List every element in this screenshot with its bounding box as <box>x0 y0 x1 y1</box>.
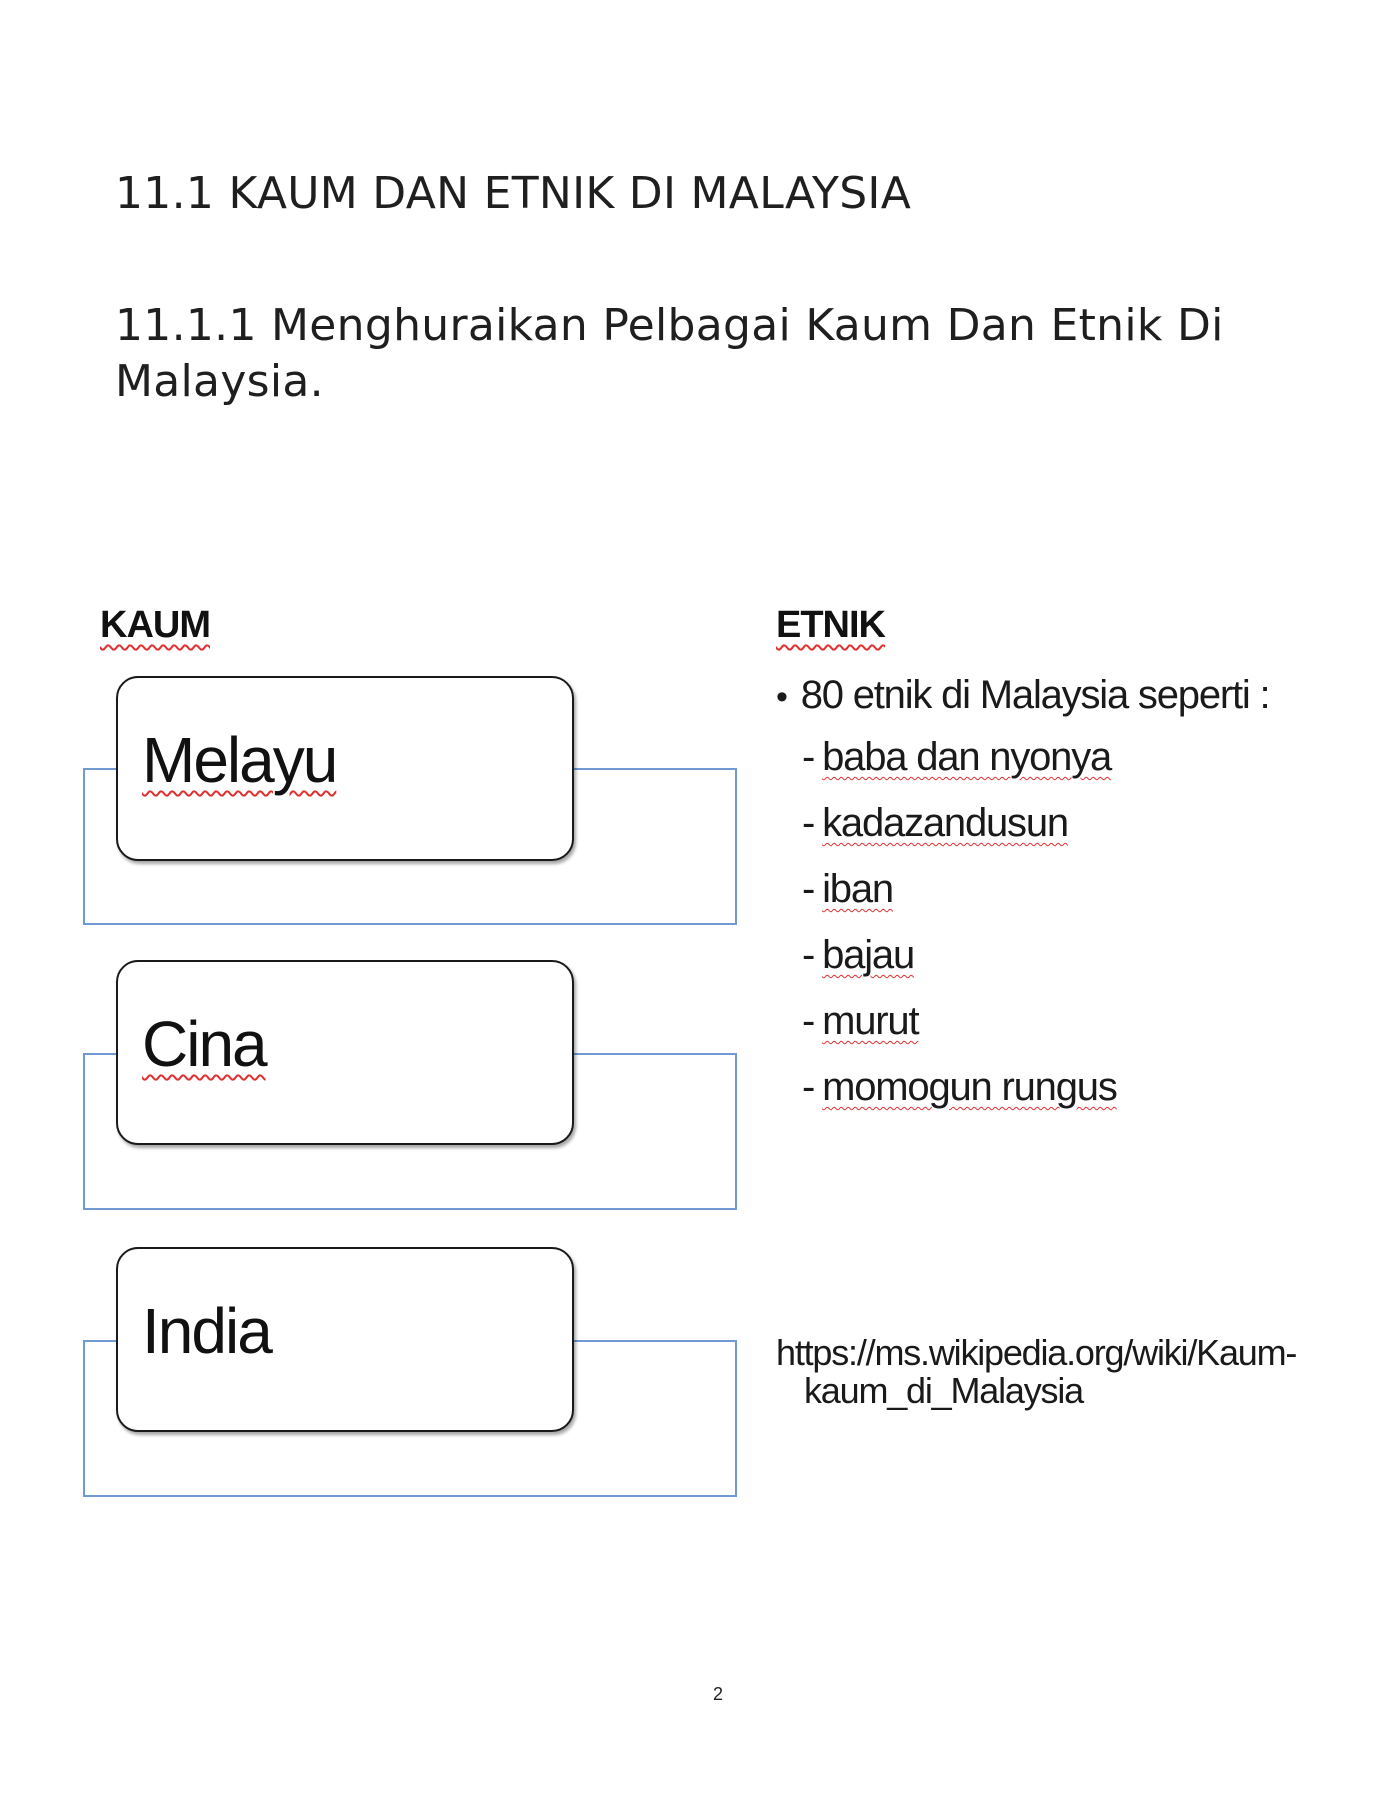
list-item: - momogun rungus <box>802 1065 1117 1109</box>
list-item: - kadazandusun <box>802 801 1068 845</box>
bullet-icon: • <box>776 678 787 716</box>
etnik-name: bajau <box>822 933 914 977</box>
kaum-name: India <box>142 1295 271 1367</box>
source-url[interactable] <box>776 1334 1316 1410</box>
list-item: - baba dan nyonya <box>802 735 1112 779</box>
list-item: - murut <box>802 999 919 1043</box>
source-url-line1[interactable]: https://ms.wikipedia.org/wiki/Kaum- <box>776 1332 1297 1373</box>
etnik-name: murut <box>822 999 919 1043</box>
section-heading: 11.1 KAUM DAN ETNIK DI MALAYSIA <box>115 168 912 219</box>
list-item: - bajau <box>802 933 914 977</box>
etnik-name: iban <box>822 867 893 911</box>
kaum-box-melayu <box>116 676 574 861</box>
etnik-name: kadazandusun <box>822 801 1068 845</box>
subsection-heading: 11.1.1 Menghuraikan Pelbagai Kaum Dan Etnik Di Malaysia. <box>115 300 1224 407</box>
kaum-box-india <box>116 1247 574 1432</box>
kaum-name: Cina <box>142 1008 266 1080</box>
source-url-line2[interactable]: kaum_di_Malaysia <box>804 1370 1083 1411</box>
kaum-name: Melayu <box>142 724 337 796</box>
etnik-bullet-text: 80 etnik di Malaysia seperti : <box>800 673 1270 717</box>
kaum-label: KAUM <box>100 604 210 646</box>
etnik-bullet <box>776 668 1269 724</box>
etnik-label: ETNIK <box>776 604 885 646</box>
etnik-name: momogun rungus <box>822 1065 1117 1109</box>
list-item: - iban <box>802 867 893 911</box>
etnik-name: baba dan nyonya <box>822 735 1112 779</box>
etnik-list <box>776 668 1269 1120</box>
kaum-box-cina <box>116 960 574 1145</box>
page-number: 2 <box>712 1684 723 1704</box>
